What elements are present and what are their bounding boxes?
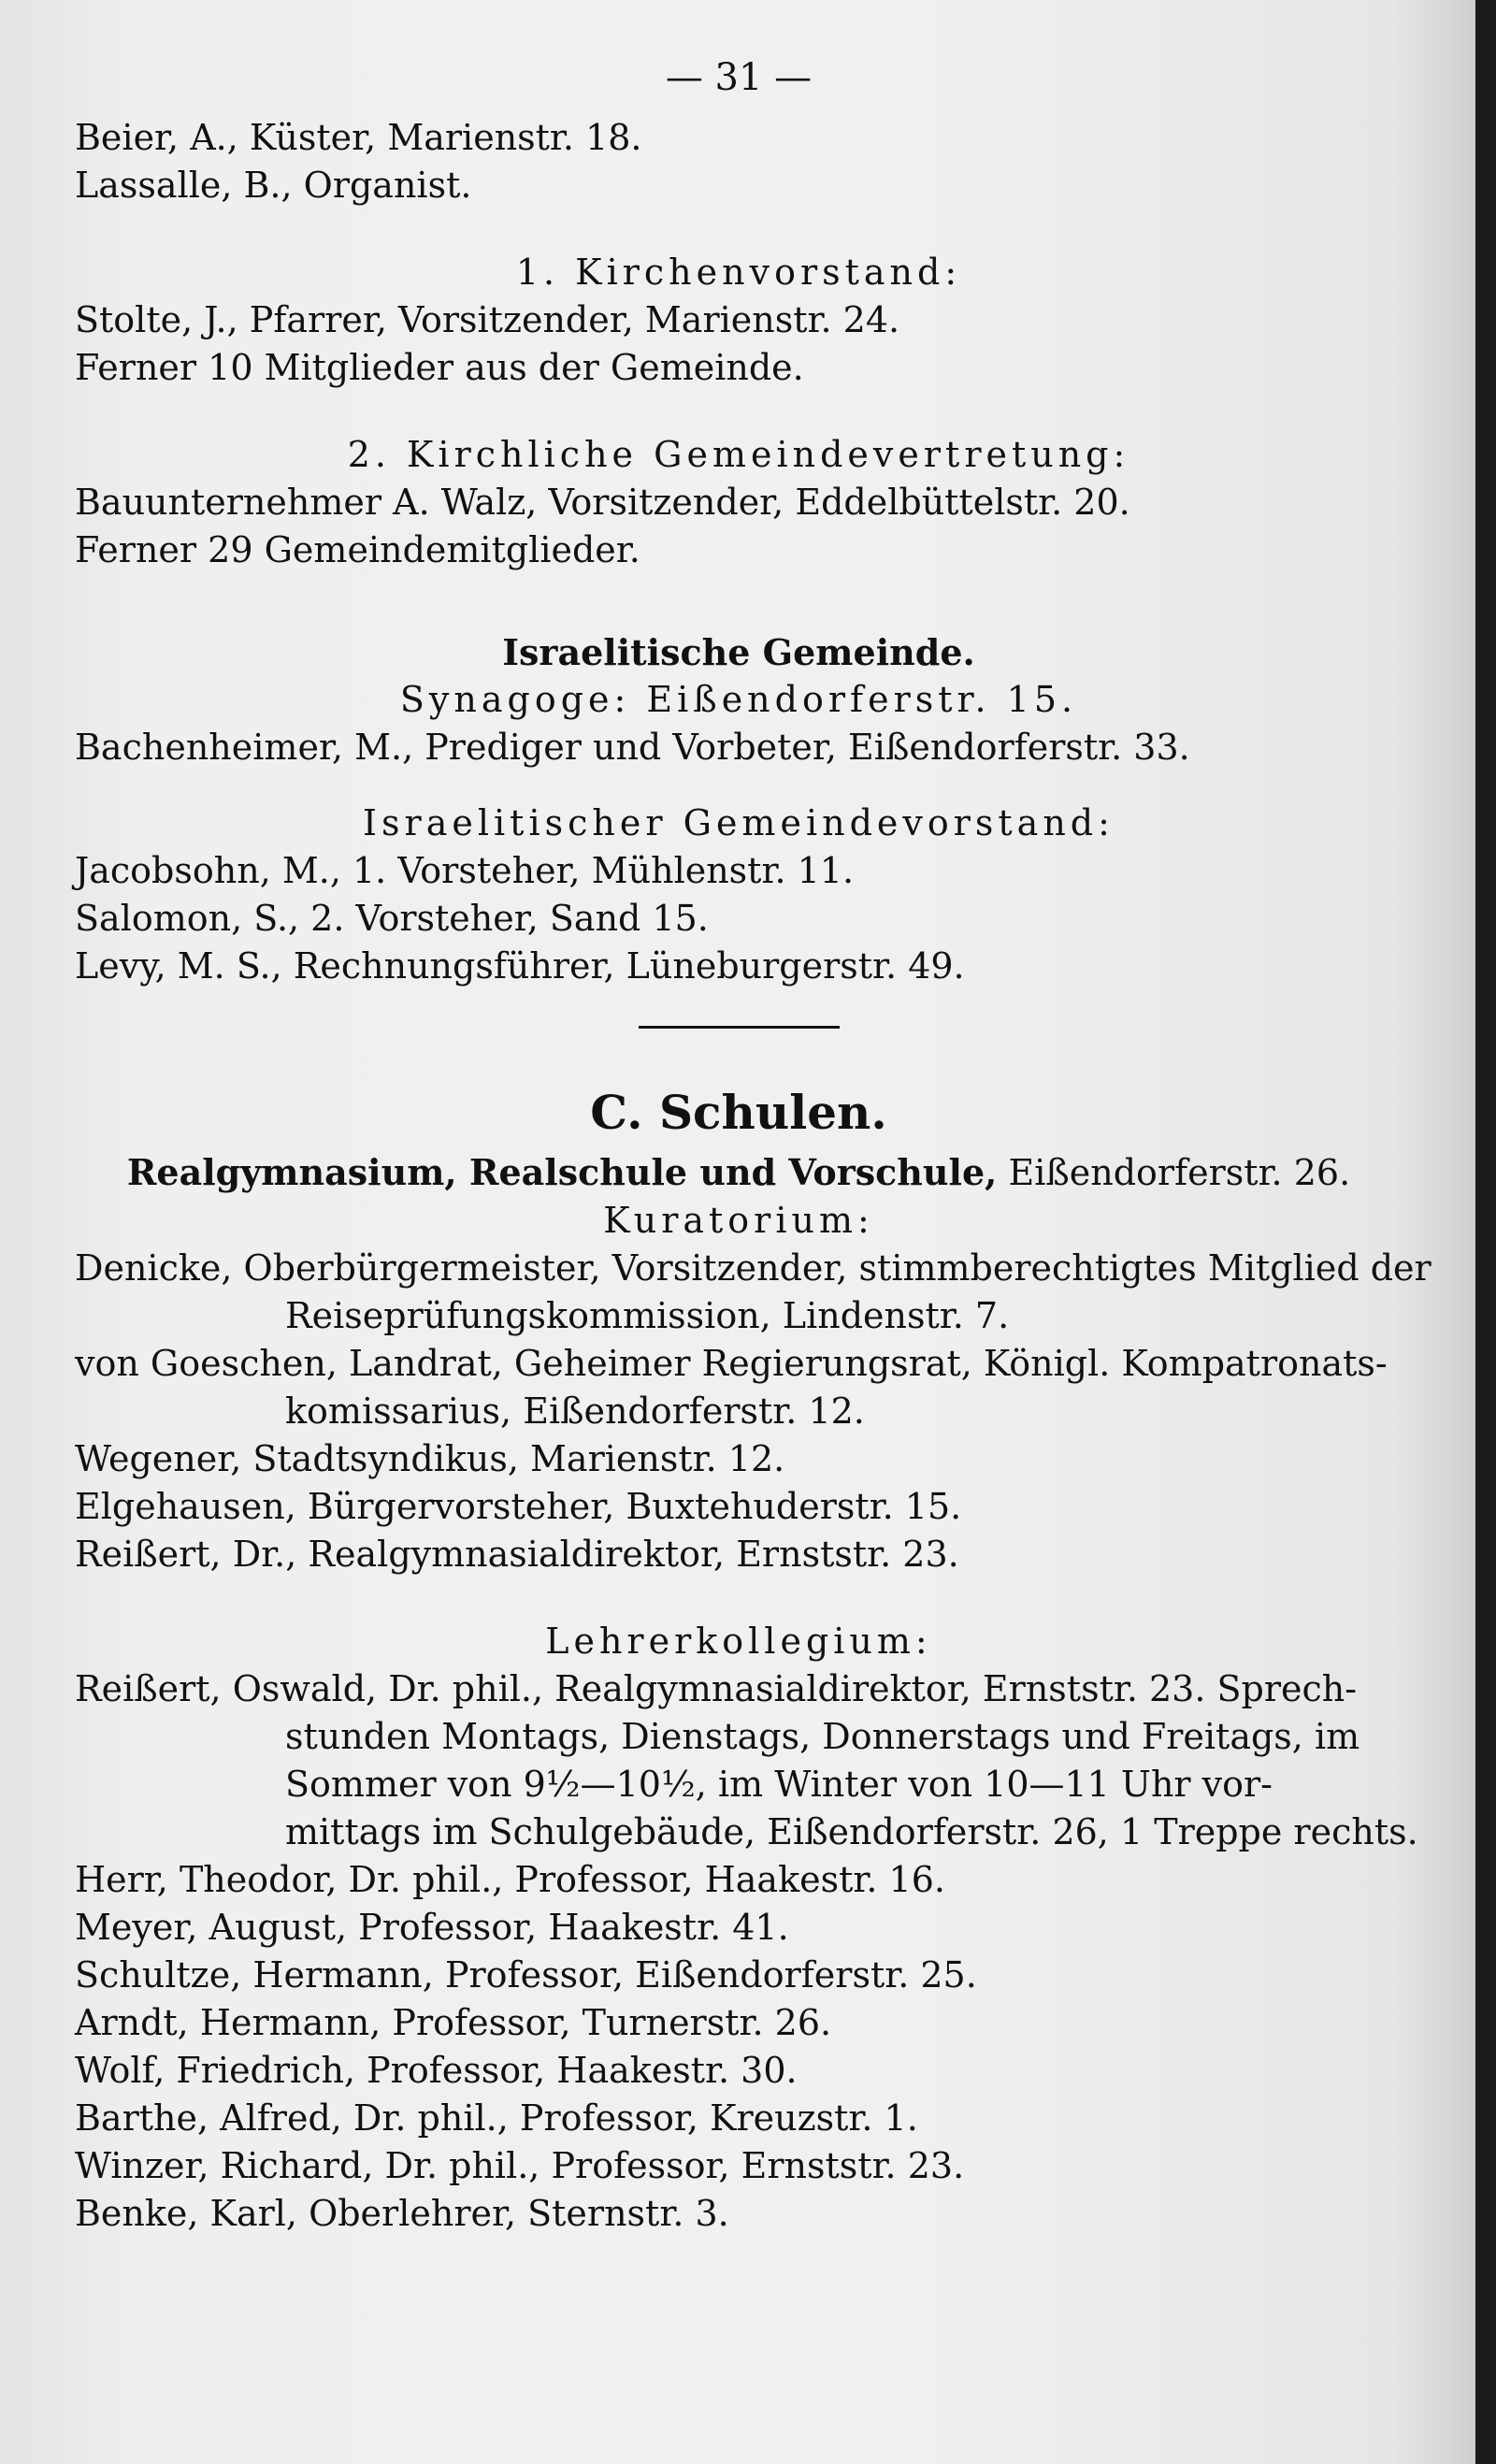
- entry-line: Ferner 10 Mitglieder aus der Gemeinde.: [75, 347, 804, 388]
- entry-line: Levy, M. S., Rechnungsführer, Lüneburgerstr. 49.: [75, 945, 965, 987]
- section-heading-israelitische-gemeinde: Israelitische Gemeinde.: [502, 631, 975, 673]
- section-heading-gemeindevorstand: Israelitischer Gemeindevorstand:: [363, 802, 1115, 843]
- entry-line: Salomon, S., 2. Vorsteher, Sand 15.: [75, 898, 709, 939]
- entry-line: Wegener, Stadtsyndikus, Marienstr. 12.: [75, 1438, 785, 1479]
- entry-line: Schultze, Hermann, Professor, Eißendorferstr. 25.: [75, 1954, 977, 1996]
- entry-continuation: Sommer von 9½—10½, im Winter von 10—11 Uhr vor-: [285, 1764, 1273, 1805]
- section-divider: [639, 1026, 840, 1029]
- entry-continuation: mittags im Schulgebäude, Eißendorferstr. 26, 1 Treppe rechts.: [285, 1811, 1418, 1852]
- entry-line: Bachenheimer, M., Prediger und Vorbeter, Eißendorferstr. 33.: [75, 727, 1190, 768]
- entry-line: Barthe, Alfred, Dr. phil., Professor, Kreuzstr. 1.: [75, 2097, 918, 2139]
- entry-line: Reißert, Dr., Realgymnasialdirektor, Ernststr. 23.: [75, 1534, 959, 1575]
- entry-line: Beier, A., Küster, Marienstr. 18.: [75, 117, 642, 158]
- entry-line: Arndt, Hermann, Professor, Turnerstr. 26.: [75, 2002, 832, 2043]
- entry-line: Reißert, Oswald, Dr. phil., Realgymnasialdirektor, Ernststr. 23. Sprech-: [75, 1668, 1358, 1709]
- school-address: Eißendorferstr. 26.: [1008, 1152, 1351, 1193]
- entry-continuation: Reiseprüfungskommission, Lindenstr. 7.: [285, 1295, 1010, 1336]
- section-heading-kuratorium: Kuratorium:: [603, 1200, 874, 1241]
- entry-line: von Goeschen, Landrat, Geheimer Regierungsrat, Königl. Kompatronats-: [75, 1343, 1388, 1384]
- entry-line: Stolte, J., Pfarrer, Vorsitzender, Marienstr. 24.: [75, 299, 900, 340]
- entry-continuation: stunden Montags, Dienstags, Donnerstags und Freitags, im: [285, 1716, 1360, 1757]
- section-heading-lehrerkollegium: Lehrerkollegium:: [545, 1621, 932, 1662]
- entry-line: Elgehausen, Bürgervorsteher, Buxtehuderstr. 15.: [75, 1486, 962, 1527]
- school-name-line: [75, 1148, 1402, 1197]
- entry-line: Jacobsohn, M., 1. Vorsteher, Mühlenstr. 11.: [75, 850, 855, 891]
- entry-line: Bauunternehmer A. Walz, Vorsitzender, Eddelbüttelstr. 20.: [75, 482, 1130, 523]
- entry-line: Ferner 29 Gemeindemitglieder.: [75, 529, 640, 570]
- entry-line: Benke, Karl, Oberlehrer, Sternstr. 3.: [75, 2193, 729, 2234]
- page-content: [75, 54, 1431, 2238]
- section-heading-kirchenvorstand: 1. Kirchenvorstand:: [515, 252, 962, 293]
- entry-line: Winzer, Richard, Dr. phil., Professor, Ernststr. 23.: [75, 2145, 965, 2186]
- synagoge-line: Synagoge: Eißendorferstr. 15.: [399, 679, 1078, 720]
- entry-line: Denicke, Oberbürgermeister, Vorsitzender, stimmberechtigtes Mitglied der: [75, 1247, 1431, 1289]
- page-number: — 31 —: [665, 56, 813, 99]
- entry-continuation: komissarius, Eißendorferstr. 12.: [285, 1391, 865, 1432]
- school-name: Realgymnasium, Realschule und Vorschule,: [126, 1151, 998, 1193]
- section-heading-gemeindevertretung: 2. Kirchliche Gemeindevertretung:: [347, 434, 1130, 475]
- section-heading-schulen: C. Schulen.: [590, 1085, 887, 1140]
- entry-line: Meyer, August, Professor, Haakestr. 41.: [75, 1907, 789, 1948]
- entry-line: Lassalle, B., Organist.: [75, 165, 472, 206]
- entry-line: Wolf, Friedrich, Professor, Haakestr. 30.: [75, 2050, 798, 2091]
- entry-line: Herr, Theodor, Dr. phil., Professor, Haakestr. 16.: [75, 1859, 945, 1900]
- page-edge-shadow: [1475, 0, 1496, 2464]
